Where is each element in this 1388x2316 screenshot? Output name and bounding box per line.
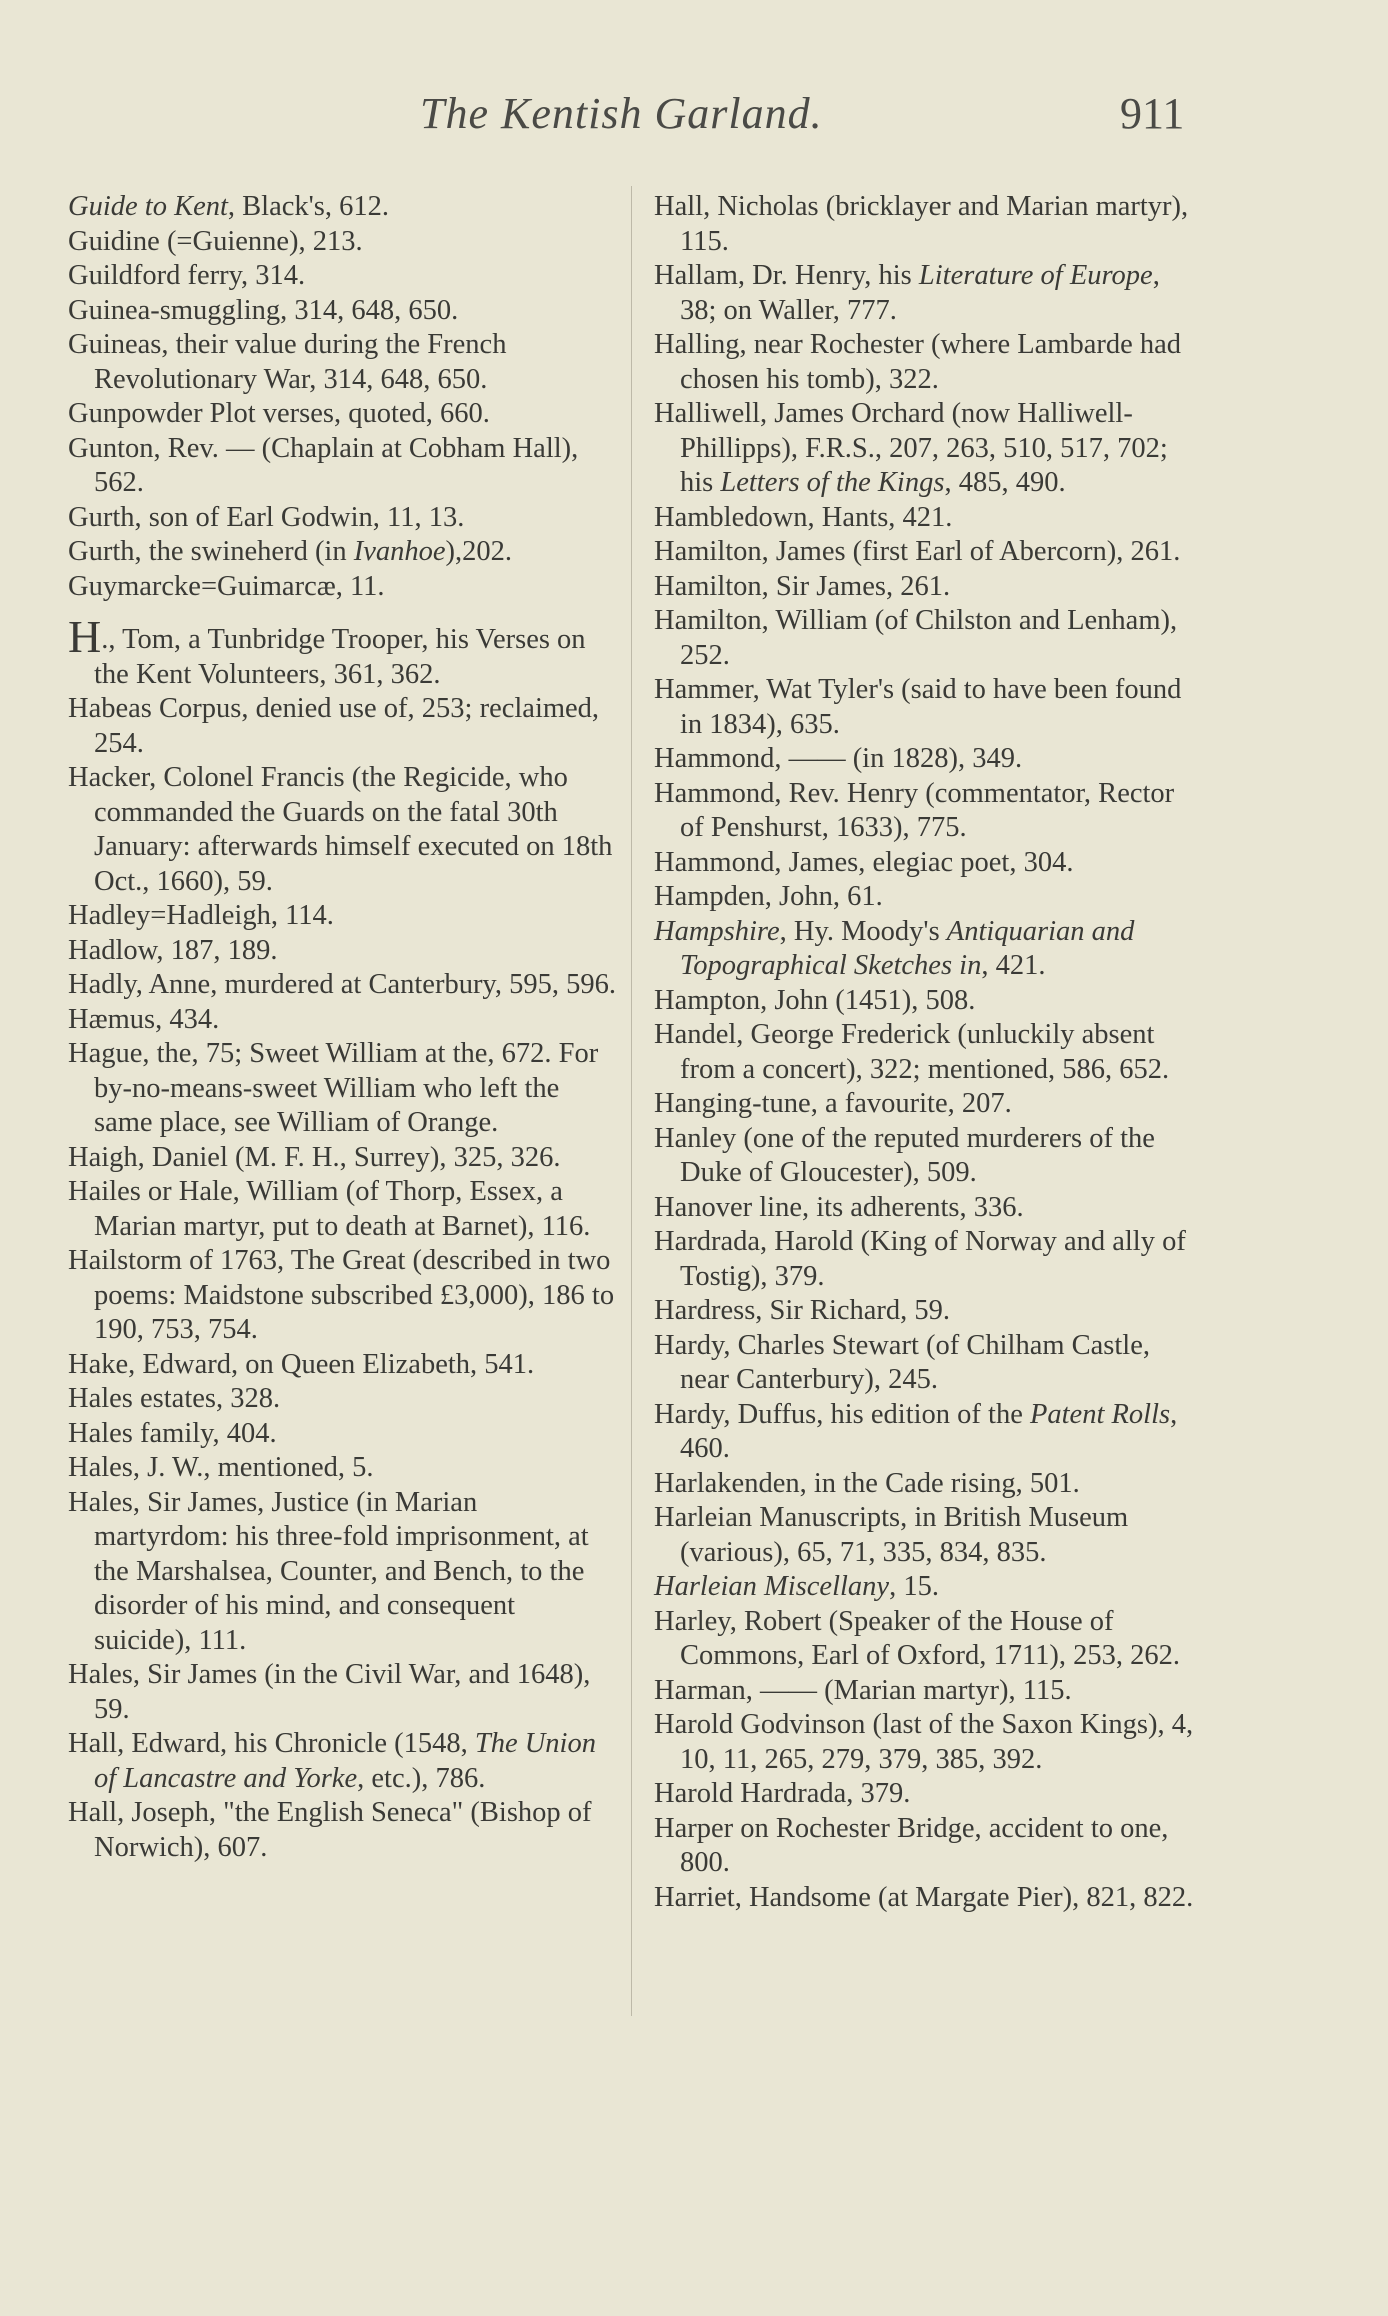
index-entry xyxy=(68,190,616,225)
index-entry xyxy=(68,328,616,397)
entry-text: , 485, 490. xyxy=(944,467,1066,498)
italic-title: Patent Rolls xyxy=(1029,1398,1171,1430)
entry-text: Hales family, 404. xyxy=(68,1417,277,1449)
italic-title: Antiquarian and Topographical Sketches in xyxy=(680,915,1135,981)
index-entry xyxy=(68,1175,616,1244)
index-entry xyxy=(654,1812,1202,1881)
index-entry xyxy=(68,501,616,536)
column-divider xyxy=(631,186,632,2016)
index-entry xyxy=(654,1191,1202,1226)
italic-title: Harleian Miscellany xyxy=(654,1571,890,1602)
index-entry xyxy=(68,968,616,1003)
index-entry xyxy=(654,915,1202,984)
entry-text: Hague, the, 75; Sweet William at the, 672. For by-no-means-sweet William who left the same place, see William of Orange. xyxy=(68,1038,599,1138)
entry-text: Halling, near Rochester (where Lambarde had chosen his tomb), 322. xyxy=(654,329,1182,395)
entry-text: Hales estates, 328. xyxy=(68,1383,281,1414)
entry-text: Hamilton, James (first Earl of Abercorn), 261. xyxy=(654,536,1181,567)
entry-text: Hardy, Duffus, his edition of the xyxy=(654,1398,1030,1430)
index-entry xyxy=(68,1037,616,1141)
index-column-right xyxy=(654,190,1202,1915)
italic-title: Ivanhoe xyxy=(353,536,446,567)
index-entry xyxy=(654,880,1202,915)
index-entry xyxy=(68,899,616,934)
index-column-left xyxy=(68,190,616,1865)
running-header xyxy=(0,88,1388,148)
index-entry xyxy=(68,1244,616,1348)
italic-title: Literature of Europe xyxy=(918,260,1153,291)
entry-text: Guinea-smuggling, 314, 648, 650. xyxy=(68,294,459,326)
index-entry xyxy=(654,1881,1202,1916)
entry-text: Hales, Sir James, Justice (in Marian martyrdom: his three-fold imprisonment, at the Marshalsea, Counter, and Bench, to the disorder of his mind, and consequent suicide), 111. xyxy=(68,1486,589,1656)
italic-title: Hampshire xyxy=(654,915,780,947)
entry-text: , 15. xyxy=(889,1571,939,1602)
index-entry xyxy=(68,1451,616,1486)
entry-text: Habeas Corpus, denied use of, 253; reclaimed, 254. xyxy=(68,693,600,759)
drop-cap: H xyxy=(68,611,102,662)
italic-title: Guide to Kent xyxy=(68,191,228,222)
entry-text: Harlakenden, in the Cade rising, 501. xyxy=(654,1467,1080,1499)
entry-text: Harleian Manuscripts, in British Museum (various), 65, 71, 335, 834, 835. xyxy=(654,1502,1129,1568)
entry-text: Harold Godvinson (last of the Saxon Kings), 4, 10, 11, 265, 279, 379, 385, 392. xyxy=(654,1709,1194,1775)
index-entry xyxy=(68,259,616,294)
entry-text: Halliwell, James Orchard (now Halliwell-Phillipps), F.R.S., 207, 263, 510, 517, 702; his xyxy=(654,398,1168,498)
index-entry xyxy=(654,1122,1202,1191)
entry-text: Hampton, John (1451), 508. xyxy=(654,984,976,1016)
entry-text: Harley, Robert (Speaker of the House of Commons, Earl of Oxford, 1711), 253, 262. xyxy=(654,1605,1181,1671)
index-entry xyxy=(654,259,1202,328)
entry-text: Hammond, James, elegiac poet, 304. xyxy=(654,846,1074,878)
running-title: The Kentish Garland. xyxy=(420,89,823,138)
index-entry xyxy=(68,432,616,501)
entry-text: Hambledown, Hants, 421. xyxy=(654,501,953,533)
entry-text: Hales, J. W., mentioned, 5. xyxy=(68,1452,374,1483)
entry-text: Haigh, Daniel (M. F. H., Surrey), 325, 326. xyxy=(68,1141,561,1173)
index-entry xyxy=(68,397,616,432)
entry-text: Hanley (one of the reputed murderers of the Duke of Gloucester), 509. xyxy=(654,1122,1155,1188)
entry-text: Hadly, Anne, murdered at Canterbury, 595, 596. xyxy=(68,969,616,1000)
index-entry xyxy=(654,1570,1202,1605)
entry-text: Guymarcke=Guimarcæ, 11. xyxy=(68,570,385,602)
entry-text: Guineas, their value during the French Revolutionary War, 314, 648, 650. xyxy=(68,329,507,395)
index-entry xyxy=(654,1398,1202,1467)
entry-text: Hallam, Dr. Henry, his xyxy=(654,260,919,291)
entry-text: Hammond, Rev. Henry (commentator, Rector of Penshurst, 1633), 775. xyxy=(654,777,1175,843)
entry-text: Hall, Nicholas (bricklayer and Marian martyr), 115. xyxy=(654,191,1189,257)
index-entry xyxy=(654,742,1202,777)
index-entry xyxy=(654,328,1202,397)
entry-text: Hall, Edward, his Chronicle (1548, xyxy=(68,1728,475,1759)
index-entry xyxy=(68,1003,616,1038)
entry-text: Gunpowder Plot verses, quoted, 660. xyxy=(68,398,490,429)
entry-text: Hampden, John, 61. xyxy=(654,881,883,912)
index-entry xyxy=(654,984,1202,1019)
entry-text: Hanging-tune, a favourite, 207. xyxy=(654,1088,1012,1119)
index-entry xyxy=(654,570,1202,605)
entry-text: Hamilton, William (of Chilston and Lenham), 252. xyxy=(654,605,1178,671)
entry-text: Hardrada, Harold (King of Norway and ally of Tostig), 379. xyxy=(654,1226,1186,1292)
entry-text: Harman, —— (Marian martyr), 115. xyxy=(654,1674,1072,1706)
index-entry xyxy=(654,673,1202,742)
index-entry xyxy=(68,535,616,570)
entry-text: Guildford ferry, 314. xyxy=(68,260,306,291)
entry-text: Gurth, son of Earl Godwin, 11, 13. xyxy=(68,501,465,533)
entry-text: Hardy, Charles Stewart (of Chilham Castle, near Canterbury), 245. xyxy=(654,1329,1150,1395)
entry-text: Hadley=Hadleigh, 114. xyxy=(68,900,334,931)
entry-text: , etc.), 786. xyxy=(357,1762,486,1794)
entry-text: Hales, Sir James (in the Civil War, and 1648), 59. xyxy=(68,1659,591,1725)
index-entry xyxy=(68,1141,616,1176)
entry-text: Hake, Edward, on Queen Elizabeth, 541. xyxy=(68,1348,535,1380)
index-entry xyxy=(68,225,616,260)
entry-text: , 421. xyxy=(981,950,1046,981)
index-entry xyxy=(68,1658,616,1727)
entry-text: Hæmus, 434. xyxy=(68,1003,220,1035)
entry-text: Harold Hardrada, 379. xyxy=(654,1778,911,1809)
index-entry xyxy=(654,1674,1202,1709)
entry-text: Hamilton, Sir James, 261. xyxy=(654,570,951,602)
index-entry xyxy=(654,777,1202,846)
entry-text: Hardress, Sir Richard, 59. xyxy=(654,1295,951,1326)
index-entry xyxy=(654,397,1202,501)
entry-text: Guidine (=Guienne), 213. xyxy=(68,225,363,257)
entry-text: ., Tom, a Tunbridge Trooper, his Verses on the Kent Volunteers, 361, 362. xyxy=(94,624,586,690)
entry-text: Hadlow, 187, 189. xyxy=(68,934,278,966)
entry-text: Gunton, Rev. — (Chaplain at Cobham Hall), 562. xyxy=(68,432,579,498)
entry-text: Hacker, Colonel Francis (the Regicide, who commanded the Guards on the fatal 30th January: afterwards himself executed on 18th Oct., 1660), 59. xyxy=(68,762,613,897)
entry-text: Gurth, the swineherd (in xyxy=(68,536,354,567)
entry-text: ),202. xyxy=(445,536,513,567)
entry-text: Hailstorm of 1763, The Great (described in two poems: Maidstone subscribed £3,000), 186 to 190, 753, 754. xyxy=(68,1245,615,1345)
index-entry xyxy=(68,934,616,969)
index-entry xyxy=(654,604,1202,673)
entry-text: Handel, George Frederick (unluckily absent from a concert), 322; mentioned, 586, 652. xyxy=(654,1019,1170,1085)
index-entry xyxy=(68,611,616,692)
index-entry xyxy=(68,294,616,329)
index-entry xyxy=(654,1777,1202,1812)
index-entry xyxy=(654,1294,1202,1329)
index-entry xyxy=(68,1417,616,1452)
entry-text: , Hy. Moody's xyxy=(779,915,947,947)
index-entry xyxy=(654,1708,1202,1777)
index-entry xyxy=(68,1727,616,1796)
entry-text: Hanover line, its adherents, 336. xyxy=(654,1191,1024,1223)
index-entry xyxy=(654,190,1202,259)
index-entry xyxy=(654,1329,1202,1398)
entry-text: Hailes or Hale, William (of Thorp, Essex, a Marian martyr, put to death at Barnet), 116. xyxy=(68,1176,591,1242)
index-entry xyxy=(68,1796,616,1865)
entry-text: Harriet, Handsome (at Margate Pier), 821, 822. xyxy=(654,1881,1194,1913)
index-entry xyxy=(654,1018,1202,1087)
entry-text: , Black's, 612. xyxy=(227,191,389,222)
index-entry xyxy=(654,1225,1202,1294)
entry-text: , 38; on Waller, 777. xyxy=(680,260,1160,326)
index-entry xyxy=(654,1467,1202,1502)
entry-text: Hammer, Wat Tyler's (said to have been found in 1834), 635. xyxy=(654,674,1182,740)
index-entry xyxy=(654,846,1202,881)
italic-title: Letters of the Kings xyxy=(720,467,945,498)
page-number: 911 xyxy=(1120,89,1185,138)
index-entry xyxy=(68,1486,616,1659)
entry-text: Harper on Rochester Bridge, accident to one, 800. xyxy=(654,1812,1169,1878)
index-entry xyxy=(68,570,616,605)
entry-text: Hall, Joseph, "the English Seneca" (Bishop of Norwich), 607. xyxy=(68,1797,592,1863)
index-entry xyxy=(654,1087,1202,1122)
entry-text: Hammond, —— (in 1828), 349. xyxy=(654,743,1023,774)
index-entry xyxy=(68,1382,616,1417)
index-entry xyxy=(68,761,616,899)
index-entry xyxy=(68,1348,616,1383)
index-entry xyxy=(654,501,1202,536)
entry-text: , 460. xyxy=(680,1398,1178,1464)
index-entry xyxy=(654,1605,1202,1674)
index-entry xyxy=(654,535,1202,570)
index-entry xyxy=(68,692,616,761)
index-entry xyxy=(654,1501,1202,1570)
italic-title: The Union of Lancastre and Yorke xyxy=(94,1728,596,1794)
section-gap xyxy=(68,604,616,622)
